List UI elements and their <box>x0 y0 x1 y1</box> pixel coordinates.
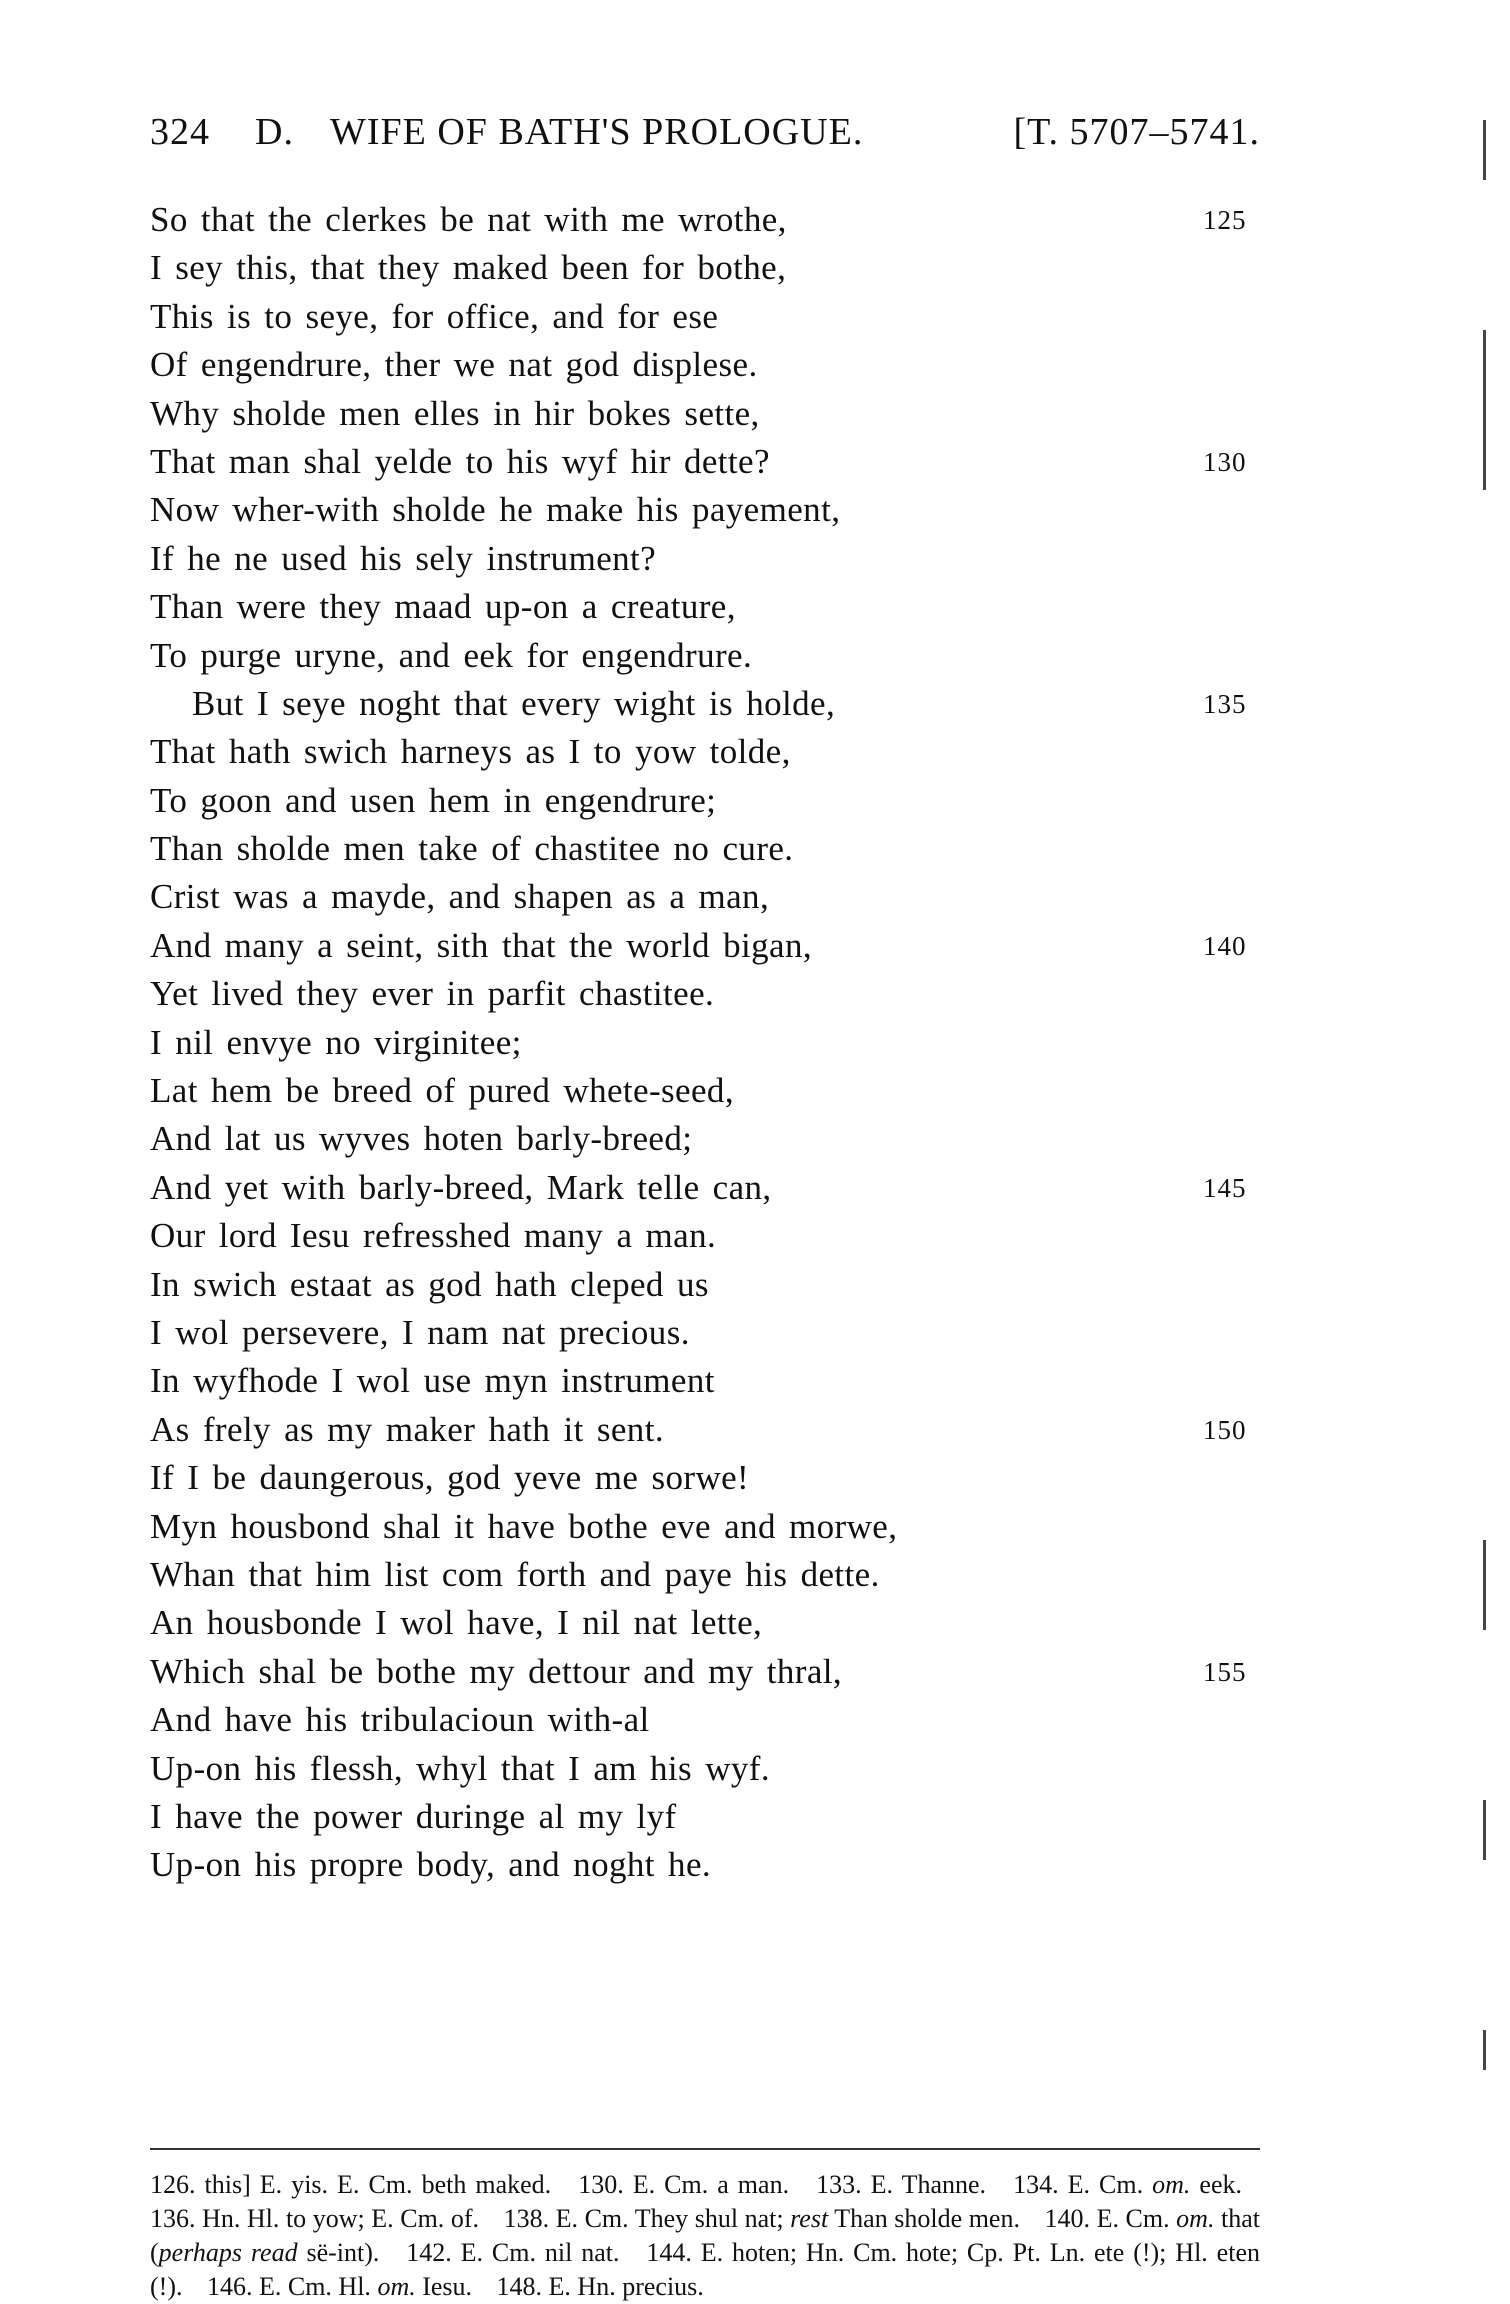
footnote-text: 126. this] E. yis. E. Cm. beth maked. <box>150 2170 552 2199</box>
verse-text: I nil envye no virginitee; <box>150 1022 522 1062</box>
verse-block <box>150 196 1260 1890</box>
footnote-text: 146. E. Cm. Hl. <box>206 2272 378 2301</box>
verse-line <box>150 293 1260 341</box>
line-number: 135 <box>1203 688 1247 719</box>
verse-text: That man shal yelde to his wyf hir dette? <box>150 441 770 481</box>
verse-text: Which shal be bothe my dettour and my thral, <box>150 1651 843 1691</box>
scan-edge-mark <box>1483 1800 1486 1860</box>
verse-text: So that the clerkes be nat with me wrothe, <box>150 200 787 239</box>
verse-text: Of engendrure, ther we nat god displese. <box>150 345 758 385</box>
verse-line <box>150 632 1260 680</box>
verse-line <box>150 438 1260 486</box>
running-header <box>150 110 1260 160</box>
verse-line <box>150 1164 1260 1212</box>
verse-text: Our lord Iesu refresshed many a man. <box>150 1216 717 1256</box>
verse-text: Now wher-with sholde he make his payement, <box>150 490 841 530</box>
verse-line <box>150 1599 1260 1647</box>
verse-line <box>150 1261 1260 1309</box>
scan-edge-mark <box>1483 120 1486 180</box>
verse-line <box>150 922 1260 970</box>
line-number: 145 <box>1203 1172 1247 1203</box>
footnote-text: 142. E. Cm. nil nat. <box>406 2238 620 2267</box>
verse-line <box>150 583 1260 631</box>
footnote-text: 134. E. Cm. <box>1013 2170 1153 2199</box>
verse-line <box>150 390 1260 438</box>
footnote <box>578 2170 789 2199</box>
verse-text: And lat us wyves hoten barly-breed; <box>150 1119 693 1159</box>
footnote-italic: rest <box>790 2204 829 2233</box>
verse-text: Up-on his propre body, and noght he. <box>150 1845 712 1885</box>
verse-text: I wol persevere, I nam nat precious. <box>150 1312 690 1352</box>
verse-line <box>150 1406 1260 1454</box>
verse-text: And have his tribulacioun with-al <box>150 1700 650 1740</box>
line-number: 140 <box>1203 930 1247 961</box>
verse-line <box>150 196 1260 244</box>
verse-line <box>150 341 1260 389</box>
verse-text: I sey this, that they maked been for bothe, <box>150 248 787 288</box>
verse-line <box>150 873 1260 921</box>
footnote-text: 136. Hn. Hl. to yow; E. Cm. of. <box>150 2204 480 2233</box>
verse-text: That hath swich harneys as I to yow tolde, <box>150 732 791 772</box>
scan-edge-mark <box>1483 1540 1486 1630</box>
verse-line <box>150 1067 1260 1115</box>
footnote-text: eek. <box>1190 2170 1243 2199</box>
verse-text: In swich estaat as god hath cleped us <box>150 1264 709 1304</box>
scan-edge-mark <box>1483 330 1486 490</box>
footnote-text: 130. E. Cm. a man. <box>578 2170 790 2199</box>
verse-text: Why sholde men elles in hir bokes sette, <box>150 393 760 433</box>
verse-text: Than were they maad up-on a creature, <box>150 587 736 627</box>
scan-edge-mark <box>1483 2030 1486 2070</box>
verse-line <box>150 1357 1260 1405</box>
verse-line <box>150 1503 1260 1551</box>
line-number: 130 <box>1203 446 1247 477</box>
verse-text: And many a seint, sith that the world bigan, <box>150 925 812 965</box>
footnote-italic: om. <box>377 2272 416 2301</box>
verse-line <box>150 1212 1260 1260</box>
footnotes <box>150 2168 1260 2304</box>
footnote <box>816 2170 986 2199</box>
verse-text: An housbonde I wol have, I nil nat lette, <box>150 1603 763 1643</box>
verse-text: In wyfhode I wol use myn instrument <box>150 1361 715 1401</box>
verse-line <box>150 1454 1260 1502</box>
verse-text: If I be daungerous, god yeve me sorwe! <box>150 1458 750 1498</box>
verse-line <box>150 486 1260 534</box>
footnote-text: 133. E. Thanne. <box>816 2170 987 2199</box>
footnote-text: Than sholde men. <box>828 2204 1020 2233</box>
footnote <box>406 2238 619 2267</box>
verse-text: But I seye noght that every wight is holde, <box>192 683 836 723</box>
verse-text: Whan that him list com forth and paye his dette. <box>150 1554 880 1594</box>
verse-line <box>150 680 1260 728</box>
verse-line <box>150 970 1260 1018</box>
verse-line <box>150 1551 1260 1599</box>
verse-line <box>150 1648 1260 1696</box>
footnote-text: 148. E. Hn. precius. <box>496 2272 704 2301</box>
verse-text: To goon and usen hem in engendrure; <box>150 780 717 820</box>
line-number: 125 <box>1203 205 1247 235</box>
verse-text: And yet with barly-breed, Mark telle can, <box>150 1167 772 1207</box>
footnote-text: 140. E. Cm. <box>1044 2204 1177 2233</box>
section-letter: D. <box>255 111 294 153</box>
footnote-italic: om. <box>1152 2170 1191 2199</box>
verse-line <box>150 1309 1260 1357</box>
verse-line <box>150 1019 1260 1067</box>
footnote-italic: perhaps read <box>158 2238 298 2267</box>
footnote-text: së-int). <box>297 2238 380 2267</box>
verse-line <box>150 777 1260 825</box>
verse-text: Yet lived they ever in parfit chastitee. <box>150 974 715 1014</box>
footnote-text: Iesu. <box>415 2272 473 2301</box>
verse-line <box>150 1793 1260 1841</box>
page-number: 324 <box>150 111 210 153</box>
verse-line <box>150 244 1260 292</box>
footnote <box>497 2272 704 2301</box>
verse-line <box>150 728 1260 776</box>
footnote-text: 144. E. hoten; Hn. Cm. hote; Cp. Pt. Ln. ete (!); Hl. eten (!). <box>150 2238 1260 2301</box>
verse-text: As frely as my maker hath it sent. <box>150 1409 664 1449</box>
footnote <box>1013 2170 1242 2199</box>
footnote-text: 138. E. Cm. They shul nat; <box>503 2204 791 2233</box>
verse-text: I have the power duringe al my lyf <box>150 1796 677 1836</box>
verse-line <box>150 1745 1260 1793</box>
verse-text: If he ne used his sely instrument? <box>150 538 657 578</box>
verse-line <box>150 535 1260 583</box>
footnote <box>150 2170 551 2199</box>
verse-text: Myn housbond shal it have bothe eve and morwe, <box>150 1506 898 1546</box>
footnote-italic: om. <box>1176 2204 1215 2233</box>
verse-line <box>150 825 1260 873</box>
footnote <box>504 2204 1020 2233</box>
verse-text: Up-on his flessh, whyl that I am his wyf. <box>150 1748 771 1788</box>
verse-text: Crist was a mayde, and shapen as a man, <box>150 877 770 917</box>
footnote-divider <box>150 2148 1260 2150</box>
line-reference: [T. 5707–5741. <box>1013 111 1260 153</box>
page-title: WIFE OF BATH'S PROLOGUE. <box>330 111 864 153</box>
verse-text: Lat hem be breed of pured whete-seed, <box>150 1071 734 1111</box>
footnote <box>207 2272 472 2301</box>
verse-text: Than sholde men take of chastitee no cure. <box>150 829 794 869</box>
verse-line <box>150 1115 1260 1163</box>
verse-line <box>150 1841 1260 1889</box>
verse-text: This is to seye, for office, and for ese <box>150 296 719 336</box>
verse-line <box>150 1696 1260 1744</box>
line-number: 155 <box>1203 1656 1247 1687</box>
verse-text: To purge uryne, and eek for engendrure. <box>150 635 753 675</box>
footnote <box>150 2204 479 2233</box>
footnote-text: that ( <box>150 2204 1260 2267</box>
line-number: 150 <box>1203 1414 1247 1445</box>
